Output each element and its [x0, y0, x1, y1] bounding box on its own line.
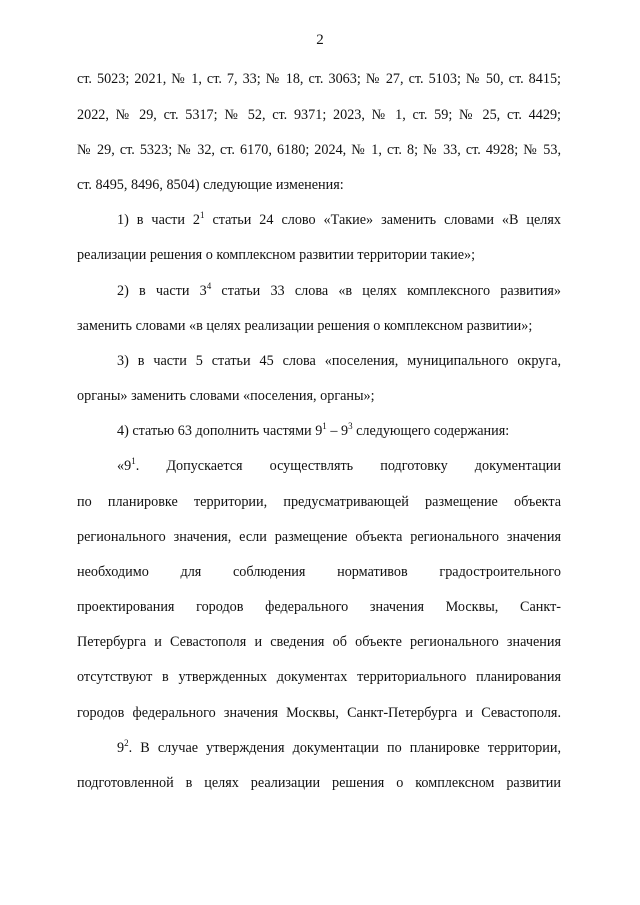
- text-line: Петербурга и Севастополя и сведения об объекте регионального значения: [77, 634, 561, 650]
- page-number: 2: [316, 32, 324, 48]
- text-line: по планировке территории, предусматривающей размещение объекта: [77, 494, 561, 510]
- text-line: заменить словами «в целях реализации решения о комплексном развитии»;: [77, 318, 533, 334]
- text-line: отсутствуют в утвержденных документах территориального планирования: [77, 669, 561, 685]
- text-line: 1) в части $2^1$ статьи 24 слово «Такие» заменить словами «В целях: [117, 210, 561, 228]
- text-line: реализации решения о комплексном развитии территории такие»;: [77, 247, 476, 263]
- text-line: «$9^1$. Допускается осуществлять подготовку документации: [117, 456, 561, 474]
- text-line: ст. 8495, 8496, 8504) следующие изменения:: [77, 177, 344, 193]
- text-line: № 29, ст. 5323; № 32, ст. 6170, 6180; 2024, № 1, ст. 8; № 33, ст. 4928; № 53,: [77, 142, 561, 158]
- text-line: подготовленной в целях реализации решения о комплексном развитии: [77, 775, 561, 791]
- text-line: $9^2$. В случае утверждения документации по планировке территории,: [117, 738, 561, 756]
- text-line: 4) статью 63 дополнить частями $9^1 - 9^3$ следующего содержания:: [117, 421, 510, 439]
- text-line: проектирования городов федерального значения Москвы, Санкт-: [77, 599, 561, 615]
- text-line: необходимо для соблюдения нормативов градостроительного: [77, 564, 561, 580]
- text-line: ст. 5023; 2021, № 1, ст. 7, 33; № 18, ст. 3063; № 27, ст. 5103; № 50, ст. 8415;: [77, 71, 561, 87]
- text-line: 3) в части 5 статьи 45 слова «поселения, муниципального округа,: [117, 353, 561, 369]
- text-line: органы» заменить словами «поселения, органы»;: [77, 388, 375, 404]
- text-line: регионального значения, если размещение объекта регионального значения: [77, 529, 561, 545]
- text-line: 2) в части $3^4$ статьи 33 слова «в целях комплексного развития»: [117, 281, 561, 299]
- text-line: 2022, № 29, ст. 5317; № 52, ст. 9371; 2023, № 1, ст. 59; № 25, ст. 4429;: [77, 107, 561, 123]
- text-line: городов федерального значения Москвы, Санкт-Петербурга и Севастополя.: [77, 705, 561, 721]
